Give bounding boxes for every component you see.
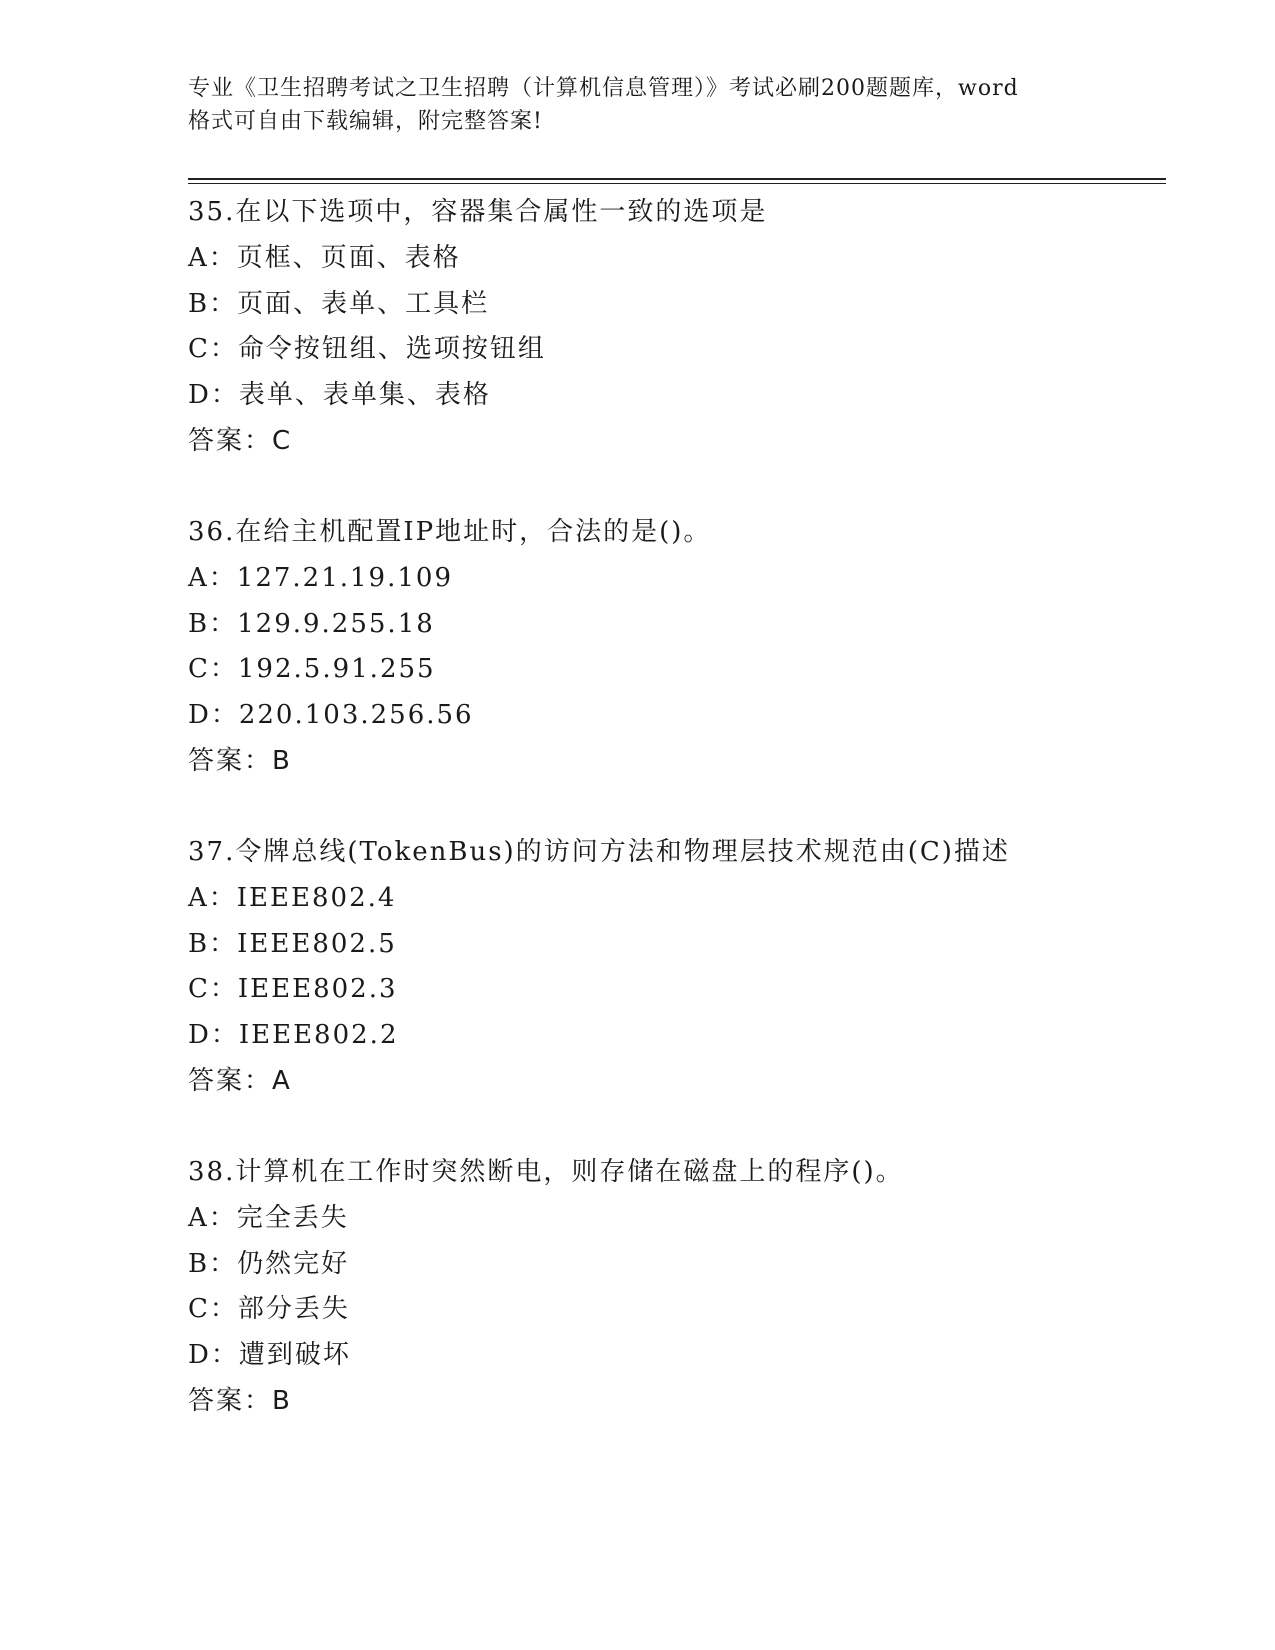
option-c: C：部分丢失 (188, 1294, 350, 1325)
answer: 答案：C (188, 425, 293, 456)
answer: 答案：B (188, 1385, 292, 1416)
question-38 (188, 1150, 1168, 1470)
option-a: A：完全丢失 (188, 1202, 349, 1233)
question-stem: 35.在以下选项中，容器集合属性一致的选项是 (188, 197, 768, 227)
option-b: B：仍然完好 (188, 1248, 350, 1279)
question-stem: 37.令牌总线(TokenBus)的访问方法和物理层技术规范由(C)描述 (188, 837, 1010, 867)
option-c: C：命令按钮组、选项按钮组 (188, 334, 546, 365)
option-b: B：页面、表单、工具栏 (188, 288, 490, 319)
answer: 答案：A (188, 1065, 292, 1096)
header-line-2: 格式可自由下载编辑，附完整答案! (188, 109, 543, 134)
option-a: A：127.21.19.109 (188, 562, 453, 593)
option-d: D：220.103.256.56 (188, 700, 474, 731)
option-a: A：页框、页面、表格 (188, 242, 461, 273)
option-d: D：表单、表单集、表格 (188, 380, 491, 411)
option-c: C：192.5.91.255 (188, 654, 436, 685)
document-header (188, 72, 1088, 138)
option-b: B：IEEE802.5 (188, 928, 397, 959)
question-list (188, 190, 1168, 1470)
answer: 答案：B (188, 745, 292, 776)
header-divider-thick (188, 178, 1166, 180)
header-divider-thin (188, 183, 1166, 184)
question-stem: 36.在给主机配置IP地址时，合法的是()。 (188, 517, 712, 547)
header-line-1: 专业《卫生招聘考试之卫生招聘（计算机信息管理）》考试必刷200题题库，word (188, 76, 1019, 101)
option-d: D：IEEE802.2 (188, 1020, 399, 1051)
option-d: D：遭到破坏 (188, 1340, 351, 1371)
question-37 (188, 830, 1168, 1150)
option-b: B：129.9.255.18 (188, 608, 435, 639)
question-36 (188, 510, 1168, 830)
question-35 (188, 190, 1168, 510)
question-stem: 38.计算机在工作时突然断电，则存储在磁盘上的程序()。 (188, 1157, 904, 1187)
option-c: C：IEEE802.3 (188, 974, 398, 1005)
option-a: A：IEEE802.4 (188, 882, 397, 913)
